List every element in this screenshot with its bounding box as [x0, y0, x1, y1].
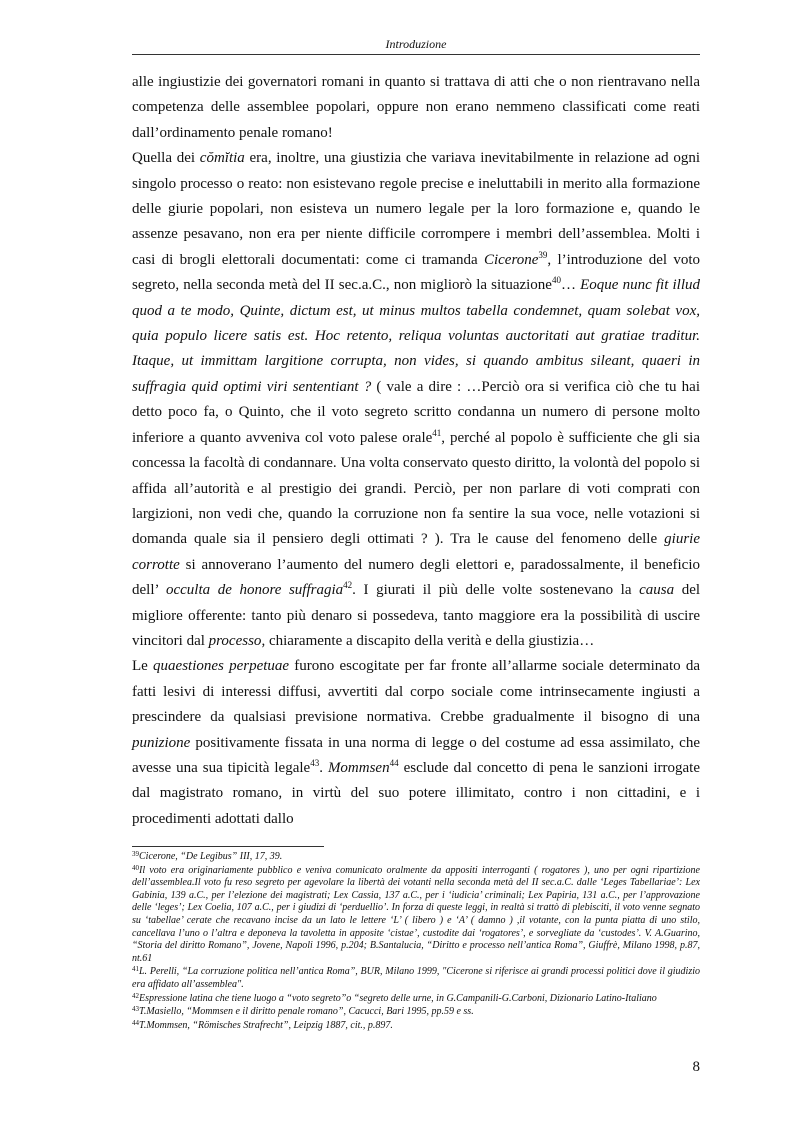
text-run: furono escogitate per far fronte all’allarme sociale determinato da fatti lesivi di interessi diffusi, avvertiti dal corpo sociale come intrinsecamente ingiusti a prescindere da qualsiasi previsione normativa. Crebbe gradualmente il bisogno di una	[132, 658, 700, 726]
header-rule	[132, 54, 700, 55]
paragraph-2	[132, 146, 700, 654]
italic-term: punizione	[132, 734, 191, 751]
footnote	[132, 993, 700, 1006]
text-run: Le	[132, 658, 154, 675]
footnote-text: Espressione latina che tiene luogo a “voto segreto”o “segreto delle urne, in G.Campanili-G.Carboni, Dizionario Latino-Italiano	[139, 992, 657, 1004]
running-header: Introduzione	[385, 37, 447, 51]
paragraph-3	[132, 654, 700, 832]
italic-term: Cicerone	[483, 251, 539, 268]
footnote-number: 43	[132, 1005, 139, 1014]
text-run: era, inoltre, una giustizia che variava inevitabilmente in relazione ad ogni singolo processo o reato: non esistevano regole precise e ineluttabili in merito alla formazione delle giurie popolari, non esisteva un numero legale per la loro formazione e, quando le assenze pesavano, non era per niente difficile corrompere i membri dell’assemblea. Molti i casi di brogli elettorali documentati: come ci tramanda	[132, 150, 701, 268]
italic-term: giurie corrotte	[132, 531, 700, 573]
footnote-ref[interactable]: 42	[343, 580, 353, 591]
italic-term: processo	[208, 632, 262, 649]
text-run: ( vale a dire : …Perciò ora si verifica ciò che tu hai detto poco fa, o Quinto, che il voto segreto scritto condanna un numero di persone molto inferiore a quanto avveniva col voto palese orale	[132, 378, 700, 446]
text-run: del migliore offerente: tanto più denaro si possedeva, tanto maggiore era la possibilità di uscire vincitori dal	[132, 582, 701, 649]
page-number: 8	[692, 1059, 700, 1075]
italic-term: quaestiones perpetuae	[153, 658, 290, 675]
text-run: , chiaramente a discapito della verità e della giustizia…	[261, 632, 595, 649]
footnote-ref[interactable]: 40	[551, 275, 561, 286]
footnote-number: 44	[132, 1018, 139, 1027]
footnote	[132, 1020, 700, 1033]
italic-term: occulta de honore suffragia	[165, 582, 344, 599]
footnote-text: T.Masiello, “Mommsen e il diritto penale romano”, Cacucci, Bari 1995, pp.59 e ss.	[139, 1006, 474, 1018]
text-run: …	[560, 277, 581, 294]
footnote-text: L. Perelli, “La corruzione politica nell’antica Roma”, BUR, Milano 1999, "Cicerone si riferisce ai grandi processi politici dove il giudizio era affidato all’assemblea".	[132, 966, 700, 990]
footnote	[132, 865, 700, 966]
text-run: esclude dal concetto di pena le sanzioni irrogate dal magistrato romano, in virtù del suo potere illimitato, contro i non cittadini, e i procedimenti adottati dallo	[132, 759, 700, 827]
footnote-ref[interactable]: 43	[310, 757, 320, 768]
paragraph-1: alle ingiustizie dei governatori romani in quanto si trattava di atti che o non rientravano nella competenza delle assemblee popolari, oppure non erano nemmeno classificati come reati dall’ordinamento penale romano!	[132, 74, 700, 141]
footnote-separator	[132, 846, 324, 847]
text-run: . I giurati il più delle volte sostenevano la	[352, 582, 640, 599]
footnote-number: 41	[132, 965, 139, 974]
footnote-ref[interactable]: 41	[432, 427, 442, 438]
text-run: positivamente fissata in una norma di legge o del costume ad essa assimilato, che avesse una sua tipicità legale	[132, 734, 700, 776]
footnote-number: 39	[132, 850, 139, 858]
text-run: , l’introduzione del voto segreto, nella seconda metà del II sec.a.C., non migliorò la situazione	[132, 251, 701, 294]
italic-term: causa	[639, 582, 675, 599]
text-run: Quella dei	[132, 150, 200, 167]
footnote-text: T.Mommsen, “Römisches Strafrecht”, Leipzig 1887, cit., p.897.	[139, 1019, 393, 1031]
footnote	[132, 1006, 700, 1019]
footnote-text: Il voto era originariamente pubblico e veniva comunicato oralmente da appositi interroganti ( rogatores ), uno per ogni ripartizione dell’assemblea.Il voto fu reso segreto per agevolare la libertà dei votanti nella seconda metà del II sec.a.C. dalle ‘Leges Tabellariae’: Lex Gabinia, 139 a.C., per l’elezione dei magistrati; Lex Cassia, 137 a.C., per i ‘iudicia’ criminali; Lex Papiria, 131 a.C., per l’approvazione delle ‘leges’; Lex Coelia, 107 a.C., per i giudizi di ‘perduellio’. In forza di queste leggi, in realtà si trattò di plebisciti, il voto venne segnato su ‘tabellae’ cerate che recavano incise da un lato le lettere ‘L’ ( libero ) e ‘A’ ( damno ) ,il votante, con la punta piatta di uno stilo, cancellava l’uno o l’altra e deponeva la tavoletta in apposite ‘cistae’, custodite dai ‘rogatores’, e sorvegliate da ‘custodes’. V. A.Guarino, “Storia del diritto Romano”, Jovene, Napoli 1996, p.204; B.Santalucia, “Diritto e processo nell’antica Roma”, Giuffrè, Milano 1998, p.87, nt.61	[132, 864, 700, 964]
footnotes	[132, 851, 700, 1033]
footnote-ref[interactable]: 39	[538, 249, 548, 260]
footnote-ref[interactable]: 44	[389, 757, 399, 768]
footnote-number: 40	[132, 863, 139, 872]
text-run: si annoverano l’aumento del numero degli elettori e, paradossalmente, il beneficio dell’	[132, 556, 700, 599]
footnote-text: Cicerone, “De Legibus” III, 17, 39.	[139, 851, 283, 862]
italic-term: Mommsen	[327, 759, 390, 776]
text-run: , perché al popolo è sufficiente che gli sia concessa la facoltà di condannare. Una volta conservato questo diritto, la volontà del popolo si affida all’autorità e al prestigio dei grandi. Perciò, per non parlare di voti comprati con largizioni, non vedi che, quando la corruzione non fa sentire la sua voce, nelle votazioni si domanda quale sia il pensiero degli ottimati ? ). Tra le cause del fenomeno delle	[132, 429, 700, 548]
footnote	[132, 851, 700, 864]
footnote-number: 42	[132, 991, 139, 1000]
footnote	[132, 966, 700, 991]
text-run: .	[319, 759, 328, 776]
italic-term: cŏmĭtia	[199, 150, 245, 167]
body-text	[132, 70, 700, 832]
latin-quote: Eoque nunc fit illud quod a te modo, Quinte, dictum est, ut minus multos tabella condemnet, quam solebat vox, quia populo licere satis est. Hoc retento, reliqua voluntas auctoritati aut gratiae traditur. Itaque, ut immittam largitione corrupta, non vides, si quando ambitus sileant, quaeri in suffragia quid optimi viri sententiant ?	[132, 277, 700, 395]
